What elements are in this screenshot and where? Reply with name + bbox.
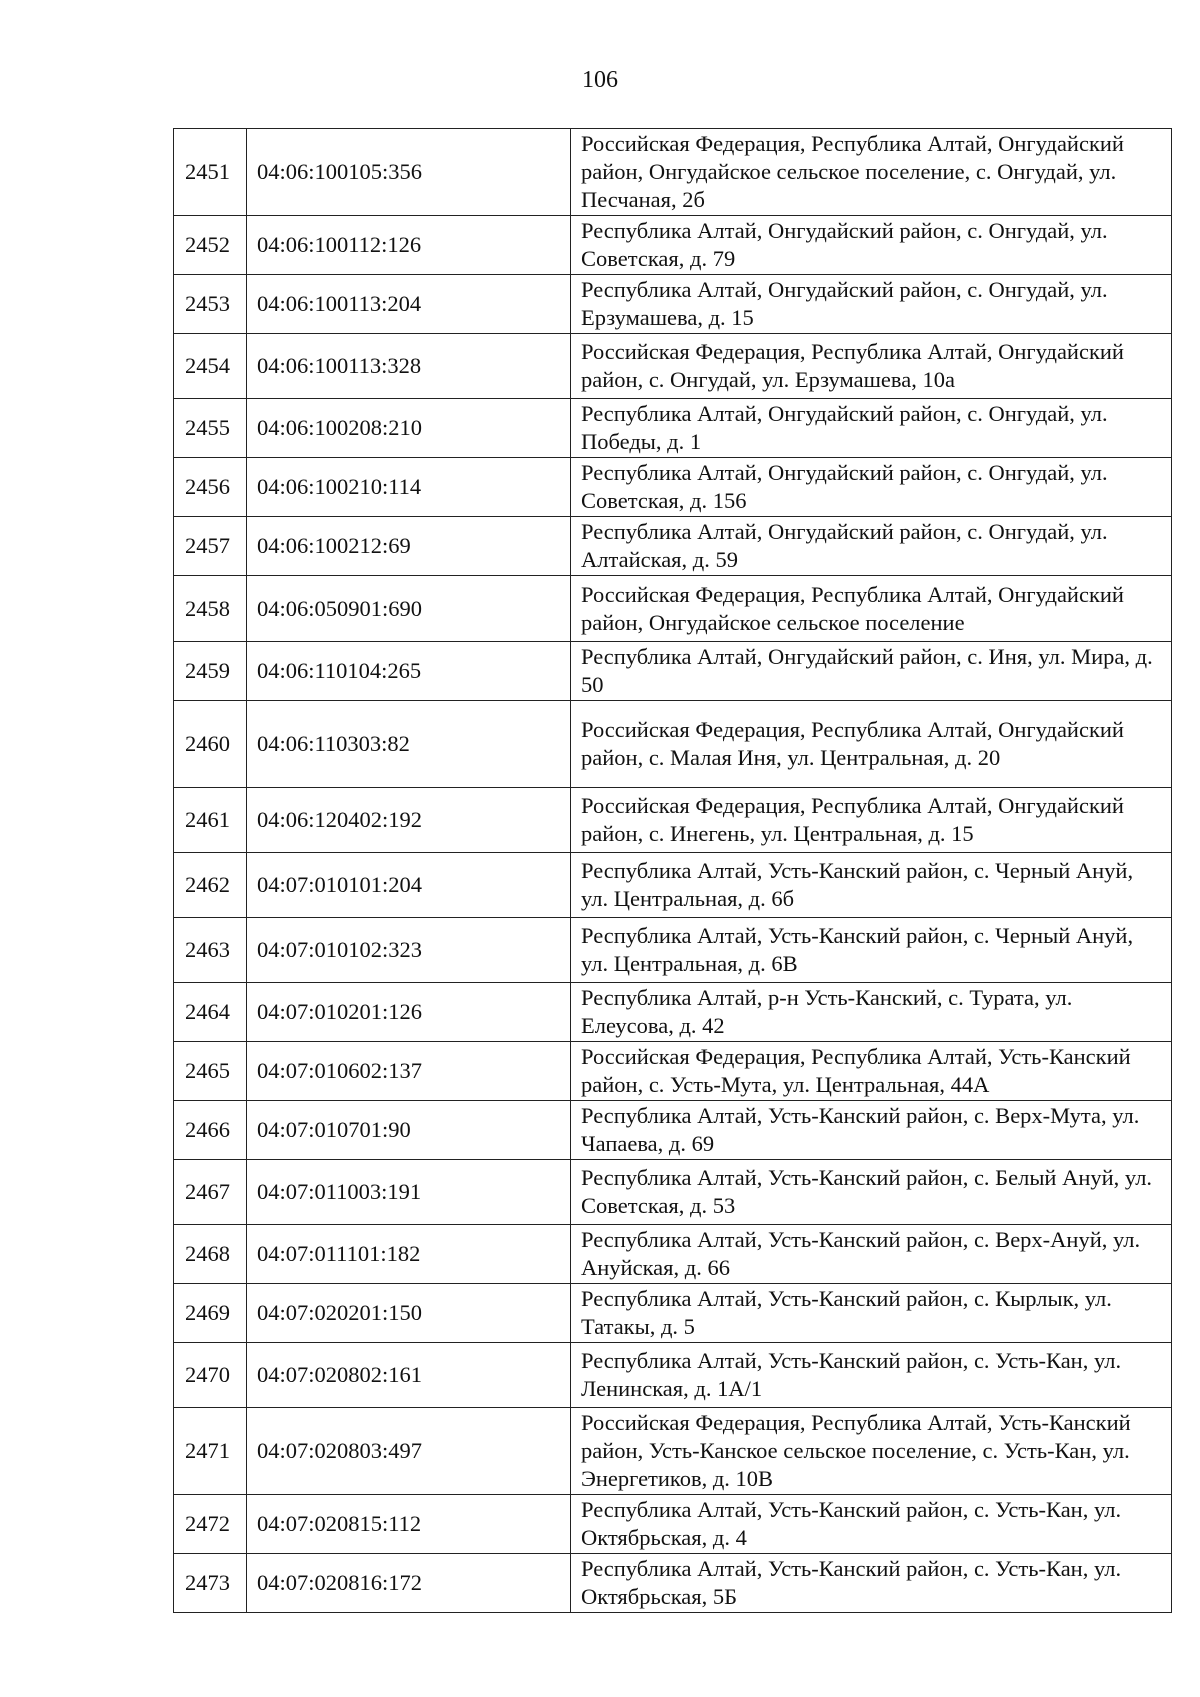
cadastral-registry-table [173, 128, 1172, 1613]
address-cell: Российская Федерация, Республика Алтай, Онгудайский район, с. Малая Иня, ул. Центральная, д. 20 [571, 701, 1172, 788]
table-row [174, 517, 1172, 576]
cadastral-number-cell: 04:07:020816:172 [247, 1554, 571, 1613]
cadastral-number-cell: 04:06:100112:126 [247, 216, 571, 275]
table-row [174, 275, 1172, 334]
table-row [174, 216, 1172, 275]
row-number-cell: 2454 [174, 334, 247, 399]
row-number-cell: 2455 [174, 399, 247, 458]
row-number-cell: 2469 [174, 1284, 247, 1343]
table-row [174, 399, 1172, 458]
cadastral-number-cell: 04:06:100105:356 [247, 129, 571, 216]
table-row [174, 1408, 1172, 1495]
cadastral-number-cell: 04:07:010701:90 [247, 1101, 571, 1160]
row-number-cell: 2459 [174, 642, 247, 701]
table-row [174, 1495, 1172, 1554]
address-cell: Республика Алтай, Усть-Канский район, с. Черный Ануй, ул. Центральная, д. 6б [571, 853, 1172, 918]
table-row [174, 918, 1172, 983]
table-row [174, 983, 1172, 1042]
cadastral-number-cell: 04:06:100212:69 [247, 517, 571, 576]
row-number-cell: 2462 [174, 853, 247, 918]
address-cell: Республика Алтай, Онгудайский район, с. Онгудай, ул. Ерзумашева, д. 15 [571, 275, 1172, 334]
row-number-cell: 2467 [174, 1160, 247, 1225]
page-number: 106 [582, 67, 618, 93]
row-number-cell: 2471 [174, 1408, 247, 1495]
address-cell: Республика Алтай, Онгудайский район, с. Онгудай, ул. Алтайская, д. 59 [571, 517, 1172, 576]
table-row [174, 458, 1172, 517]
cadastral-number-cell: 04:06:100113:204 [247, 275, 571, 334]
table-row [174, 129, 1172, 216]
address-cell: Республика Алтай, Усть-Канский район, с. Усть-Кан, ул. Октябрьская, 5Б [571, 1554, 1172, 1613]
cadastral-number-cell: 04:06:100113:328 [247, 334, 571, 399]
row-number-cell: 2461 [174, 788, 247, 853]
cadastral-number-cell: 04:06:100210:114 [247, 458, 571, 517]
table-row [174, 1284, 1172, 1343]
address-cell: Российская Федерация, Республика Алтай, Онгудайский район, Онгудайское сельское поселение [571, 576, 1172, 642]
cadastral-number-cell: 04:07:020815:112 [247, 1495, 571, 1554]
address-cell: Российская Федерация, Республика Алтай, Онгудайский район, с. Инегень, ул. Центральная, д. 15 [571, 788, 1172, 853]
cadastral-number-cell: 04:07:020802:161 [247, 1343, 571, 1408]
row-number-cell: 2465 [174, 1042, 247, 1101]
address-cell: Республика Алтай, Усть-Канский район, с. Усть-Кан, ул. Октябрьская, д. 4 [571, 1495, 1172, 1554]
table-row [174, 1343, 1172, 1408]
table-row [174, 701, 1172, 788]
row-number-cell: 2451 [174, 129, 247, 216]
row-number-cell: 2456 [174, 458, 247, 517]
cadastral-number-cell: 04:06:100208:210 [247, 399, 571, 458]
row-number-cell: 2470 [174, 1343, 247, 1408]
table-row [174, 1160, 1172, 1225]
address-cell: Республика Алтай, Онгудайский район, с. Иня, ул. Мира, д. 50 [571, 642, 1172, 701]
cadastral-number-cell: 04:06:110104:265 [247, 642, 571, 701]
cadastral-number-cell: 04:07:020803:497 [247, 1408, 571, 1495]
address-cell: Республика Алтай, Онгудайский район, с. Онгудай, ул. Советская, д. 156 [571, 458, 1172, 517]
address-cell: Республика Алтай, Усть-Канский район, с. Белый Ануй, ул. Советская, д. 53 [571, 1160, 1172, 1225]
table-row [174, 1042, 1172, 1101]
table-row [174, 334, 1172, 399]
cadastral-number-cell: 04:07:011101:182 [247, 1225, 571, 1284]
row-number-cell: 2463 [174, 918, 247, 983]
table-row [174, 576, 1172, 642]
address-cell: Республика Алтай, р-н Усть-Канский, с. Турата, ул. Елеусова, д. 42 [571, 983, 1172, 1042]
cadastral-number-cell: 04:07:011003:191 [247, 1160, 571, 1225]
table-row [174, 1225, 1172, 1284]
address-cell: Республика Алтай, Усть-Канский район, с. Кырлык, ул. Татакы, д. 5 [571, 1284, 1172, 1343]
cadastral-number-cell: 04:06:110303:82 [247, 701, 571, 788]
address-cell: Российская Федерация, Республика Алтай, Онгудайский район, с. Онгудай, ул. Ерзумашева, 10а [571, 334, 1172, 399]
row-number-cell: 2452 [174, 216, 247, 275]
address-cell: Республика Алтай, Онгудайский район, с. Онгудай, ул. Советская, д. 79 [571, 216, 1172, 275]
table-row [174, 853, 1172, 918]
table-row [174, 788, 1172, 853]
cadastral-number-cell: 04:07:010602:137 [247, 1042, 571, 1101]
address-cell: Российская Федерация, Республика Алтай, Онгудайский район, Онгудайское сельское поселение, с. Онгудай, ул. Песчаная, 2б [571, 129, 1172, 216]
cadastral-number-cell: 04:07:020201:150 [247, 1284, 571, 1343]
table-row [174, 1554, 1172, 1613]
row-number-cell: 2457 [174, 517, 247, 576]
table-row [174, 642, 1172, 701]
row-number-cell: 2453 [174, 275, 247, 334]
cadastral-number-cell: 04:07:010201:126 [247, 983, 571, 1042]
row-number-cell: 2468 [174, 1225, 247, 1284]
address-cell: Российская Федерация, Республика Алтай, Усть-Канский район, с. Усть-Мута, ул. Центральная, 44А [571, 1042, 1172, 1101]
table-row [174, 1101, 1172, 1160]
cadastral-number-cell: 04:07:010101:204 [247, 853, 571, 918]
row-number-cell: 2473 [174, 1554, 247, 1613]
row-number-cell: 2458 [174, 576, 247, 642]
address-cell: Российская Федерация, Республика Алтай, Усть-Канский район, Усть-Канское сельское поселение, с. Усть-Кан, ул. Энергетиков, д. 10В [571, 1408, 1172, 1495]
cadastral-number-cell: 04:06:120402:192 [247, 788, 571, 853]
address-cell: Республика Алтай, Усть-Канский район, с. Черный Ануй, ул. Центральная, д. 6В [571, 918, 1172, 983]
address-cell: Республика Алтай, Усть-Канский район, с. Верх-Мута, ул. Чапаева, д. 69 [571, 1101, 1172, 1160]
cadastral-number-cell: 04:06:050901:690 [247, 576, 571, 642]
row-number-cell: 2464 [174, 983, 247, 1042]
row-number-cell: 2466 [174, 1101, 247, 1160]
address-cell: Республика Алтай, Усть-Канский район, с. Усть-Кан, ул. Ленинская, д. 1А/1 [571, 1343, 1172, 1408]
cadastral-number-cell: 04:07:010102:323 [247, 918, 571, 983]
row-number-cell: 2472 [174, 1495, 247, 1554]
table-body [174, 129, 1172, 1613]
address-cell: Республика Алтай, Усть-Канский район, с. Верх-Ануй, ул. Ануйская, д. 66 [571, 1225, 1172, 1284]
row-number-cell: 2460 [174, 701, 247, 788]
address-cell: Республика Алтай, Онгудайский район, с. Онгудай, ул. Победы, д. 1 [571, 399, 1172, 458]
